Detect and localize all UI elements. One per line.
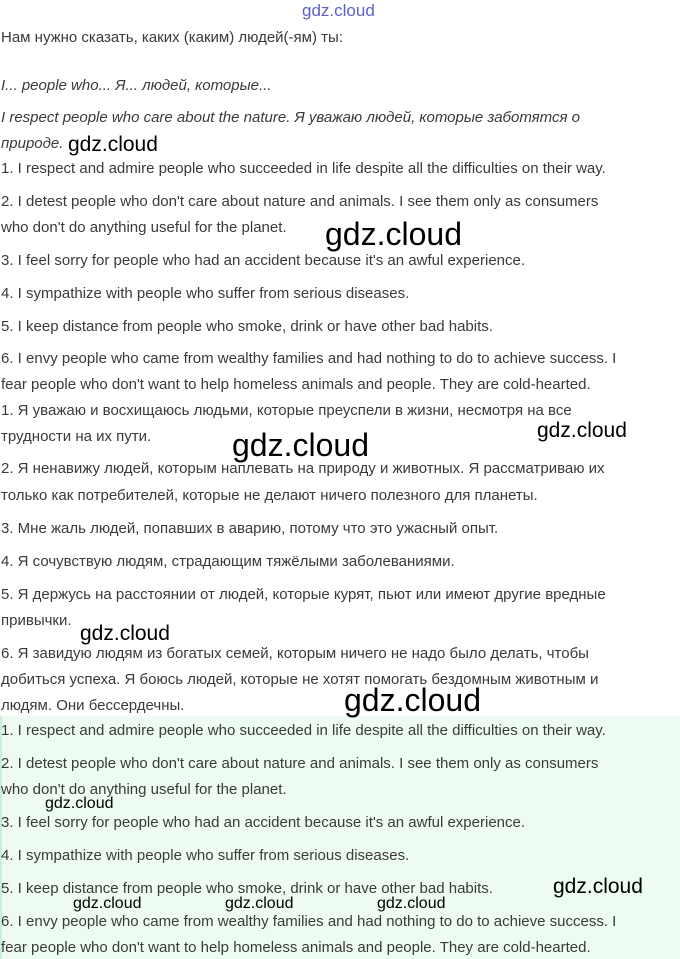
english-sentence: 6. I envy people who came from wealthy families and had nothing to do to achieve success. I [1,350,617,367]
watermark: gdz.cloud [225,895,294,912]
example-line: I respect people who care about the nature. Я уважаю людей, которые заботятся о [1,109,581,126]
english-sentence: who don't do anything useful for the planet. [1,219,287,236]
watermark: gdz.cloud [302,1,375,20]
russian-sentence: 3. Мне жаль людей, попавших в аварию, потому что это ужасный опыт. [1,520,499,537]
answer-sentence: 4. I sympathize with people who suffer from serious diseases. [1,847,410,864]
watermark: gdz.cloud [537,419,627,442]
russian-sentence: 2. Я ненавижу людей, которым наплевать на природу и животных. Я рассматриваю их [1,460,605,477]
watermark: gdz.cloud [344,682,481,718]
english-sentence: 5. I keep distance from people who smoke, drink or have other bad habits. [1,318,493,335]
answer-sentence: fear people who don't want to help homeless animals and people. They are cold-hearted. [1,939,591,956]
russian-sentence: только как потребителей, которые не делают ничего полезного для планеты. [1,487,538,504]
russian-sentence: добиться успеха. Я боюсь людей, которые не хотят помогать бездомным животным и [1,671,599,688]
example-line-cont: природе. [1,135,64,152]
english-sentence: fear people who don't want to help homeless animals and people. They are cold-hearted. [1,376,591,393]
answer-sentence: 3. I feel sorry for people who had an accident because it's an awful experience. [1,814,526,831]
watermark: gdz.cloud [80,622,170,645]
russian-sentence: привычки. [1,612,72,629]
watermark: gdz.cloud [73,895,142,912]
russian-sentence: 6. Я завидую людям из богатых семей, которым ничего не надо было делать, чтобы [1,645,589,662]
russian-sentence: трудности на их пути. [1,428,152,445]
russian-sentence: 4. Я сочувствую людям, страдающим тяжёлыми заболеваниями. [1,553,455,570]
answer-sentence: 5. I keep distance from people who smoke, drink or have other bad habits. [1,880,493,897]
watermark: gdz.cloud [232,427,369,463]
english-sentence: 3. I feel sorry for people who had an accident because it's an awful experience. [1,252,526,269]
english-sentence: 2. I detest people who don't care about nature and animals. I see them only as consumers [1,193,599,210]
answer-sentence: 1. I respect and admire people who succeeded in life despite all the difficulties on their way. [1,722,606,739]
watermark: gdz.cloud [68,133,158,156]
intro-line: Нам нужно сказать, каких (каким) людей(-ям) ты: [1,29,343,46]
english-sentence: 1. I respect and admire people who succeeded in life despite all the difficulties on their way. [1,160,606,177]
watermark: gdz.cloud [377,895,446,912]
russian-sentence: 1. Я уважаю и восхищаюсь людьми, которые преуспели в жизни, несмотря на все [1,402,572,419]
answer-sentence: who don't do anything useful for the planet. [1,781,287,798]
russian-sentence: людям. Они бессердечны. [1,697,185,714]
answer-sentence: 2. I detest people who don't care about nature and animals. I see them only as consumers [1,755,599,772]
watermark: gdz.cloud [553,875,643,898]
english-sentence: 4. I sympathize with people who suffer from serious diseases. [1,285,410,302]
watermark: gdz.cloud [325,216,462,252]
answer-sentence: 6. I envy people who came from wealthy families and had nothing to do to achieve success. I [1,913,617,930]
pattern-line: I... people who... Я... людей, которые... [1,77,272,94]
watermark: gdz.cloud [45,795,114,812]
russian-sentence: 5. Я держусь на расстоянии от людей, которые курят, пьют или имеют другие вредные [1,586,606,603]
